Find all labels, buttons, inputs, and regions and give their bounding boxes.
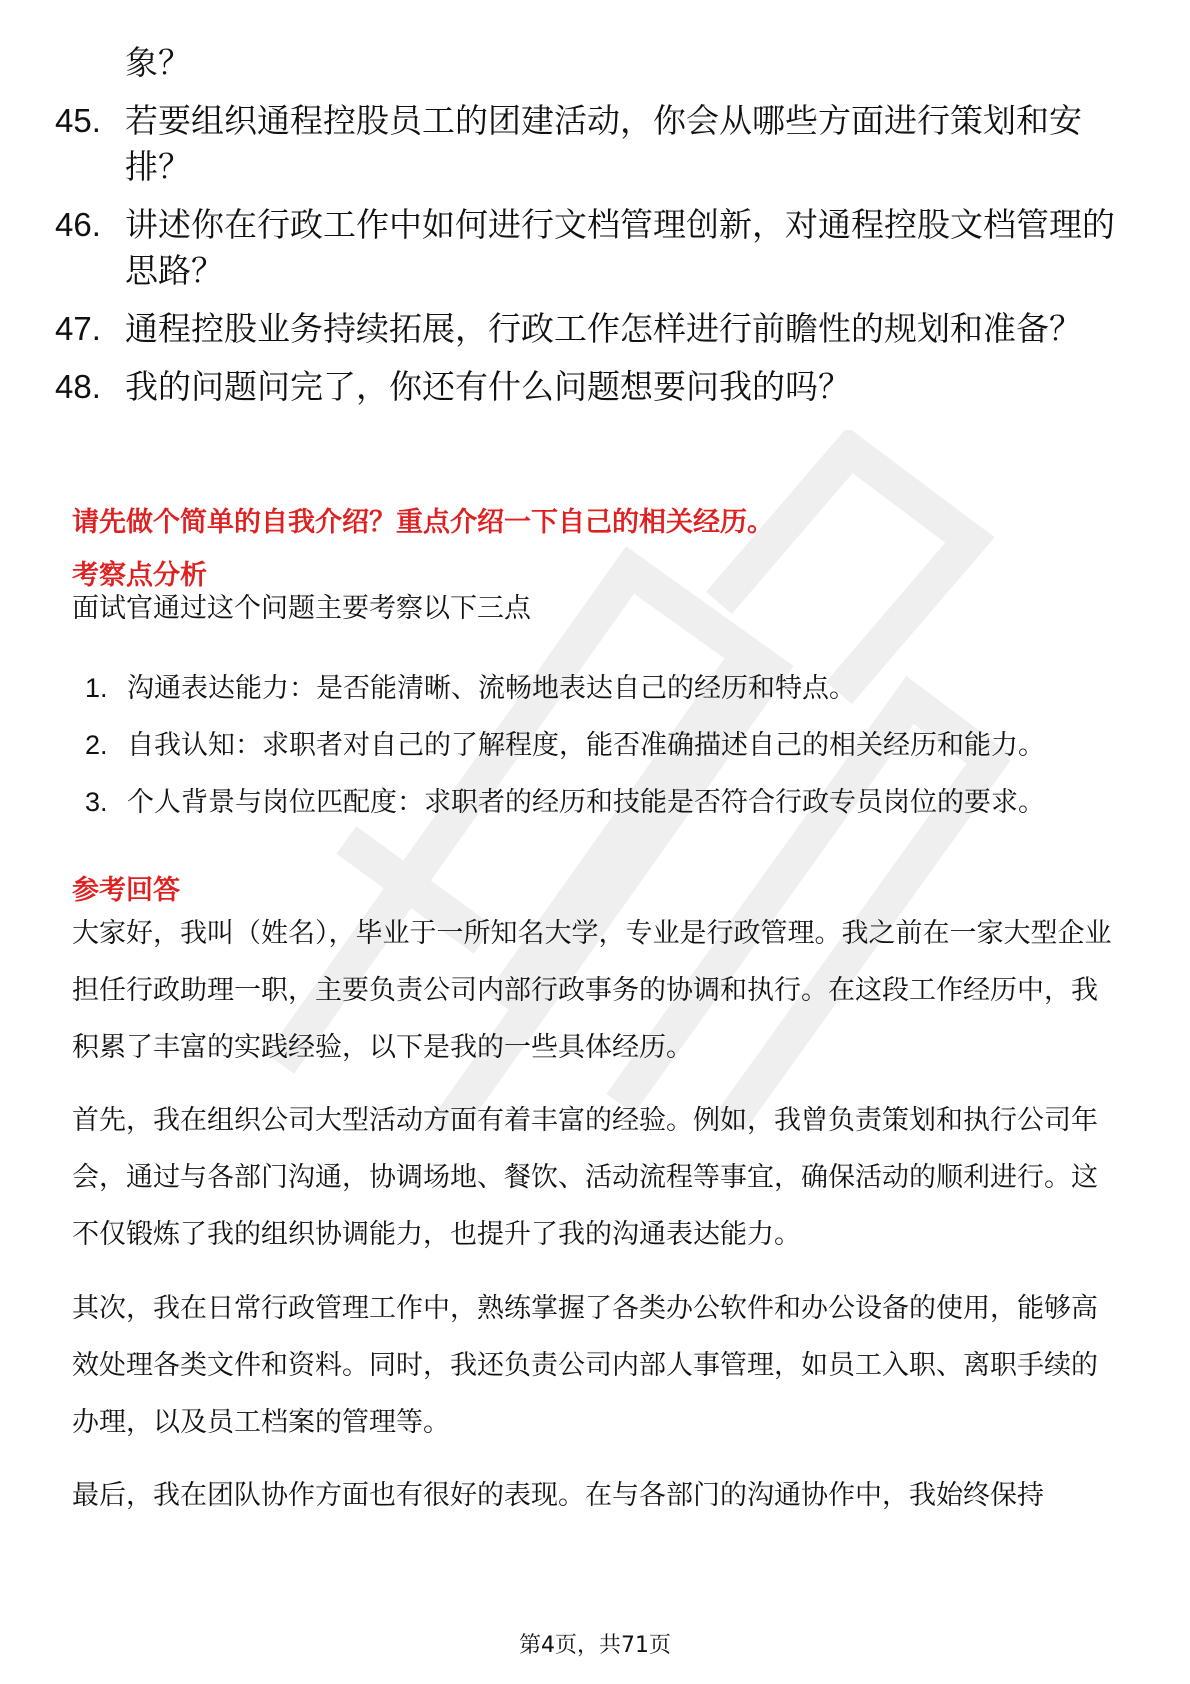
answer-paragraph: 首先，我在组织公司大型活动方面有着丰富的经验。例如，我曾负责策划和执行公司年会，通过与各部门沟通，协调场地、餐饮、活动流程等事宜，确保活动的顺利进行。这不仅锻炼了我的组织协调能力，也提升了我的沟通表达能力。 bbox=[72, 1105, 1098, 1250]
list-item bbox=[85, 717, 1135, 774]
page-footer: 第4页，共71页 bbox=[519, 1633, 671, 1658]
question-item bbox=[55, 98, 1135, 190]
question-number: 48. bbox=[55, 368, 101, 405]
question-text: 我的问题问完了，你还有什么问题想要问我的吗？ bbox=[125, 367, 851, 406]
question-continuation: 象？ bbox=[125, 43, 191, 82]
question-text: 若要组织通程控股员工的团建活动，你会从哪些方面进行策划和安排？ bbox=[125, 101, 1082, 186]
answer-paragraph: 大家好，我叫（姓名），毕业于一所知名大学，专业是行政管理。我之前在一家大型企业担任行政助理一职，主要负责公司内部行政事务的协调和执行。在这段工作经历中，我积累了丰富的实践经验，以下是我的一些具体经历。 bbox=[72, 918, 1112, 1063]
question-text: 通程控股业务持续拓展，行政工作怎样进行前瞻性的规划和准备？ bbox=[125, 309, 1082, 348]
question-item bbox=[55, 306, 1135, 352]
answer-paragraph: 其次，我在日常行政管理工作中，熟练掌握了各类办公软件和办公设备的使用，能够高效处理各类文件和资料。同时，我还负责公司内部人事管理，如员工入职、离职手续的办理，以及员工档案的管理等。 bbox=[72, 1293, 1098, 1438]
list-text: 个人背景与岗位匹配度：求职者的经历和技能是否符合行政专员岗位的要求。 bbox=[127, 787, 1045, 818]
list-text: 自我认知：求职者对自己的了解程度，能否准确描述自己的相关经历和能力。 bbox=[127, 730, 1045, 761]
list-text: 沟通表达能力：是否能清晰、流畅地表达自己的经历和特点。 bbox=[127, 673, 856, 704]
question-number: 46. bbox=[55, 206, 101, 243]
answer-heading: 参考回答 bbox=[72, 875, 180, 906]
main-question-heading: 请先做个简单的自我介绍？重点介绍一下自己的相关经历。 bbox=[72, 507, 774, 538]
list-item bbox=[85, 774, 1135, 831]
question-item bbox=[55, 202, 1135, 294]
answer-paragraph: 最后，我在团队协作方面也有很好的表现。在与各部门的沟通协作中，我始终保持 bbox=[72, 1480, 1044, 1511]
list-number: 2. bbox=[85, 730, 108, 760]
analysis-points-list bbox=[85, 660, 1135, 831]
question-text: 讲述你在行政工作中如何进行文档管理创新，对通程控股文档管理的思路？ bbox=[125, 205, 1115, 290]
question-list bbox=[55, 40, 1135, 410]
question-item bbox=[55, 364, 1135, 410]
list-number: 3. bbox=[85, 787, 108, 817]
list-number: 1. bbox=[85, 673, 108, 703]
question-number: 45. bbox=[55, 102, 101, 139]
question-number: 47. bbox=[55, 310, 101, 347]
analysis-heading: 考察点分析 bbox=[72, 560, 207, 591]
analysis-intro: 面试官通过这个问题主要考察以下三点 bbox=[72, 593, 531, 624]
list-item bbox=[85, 660, 1135, 717]
